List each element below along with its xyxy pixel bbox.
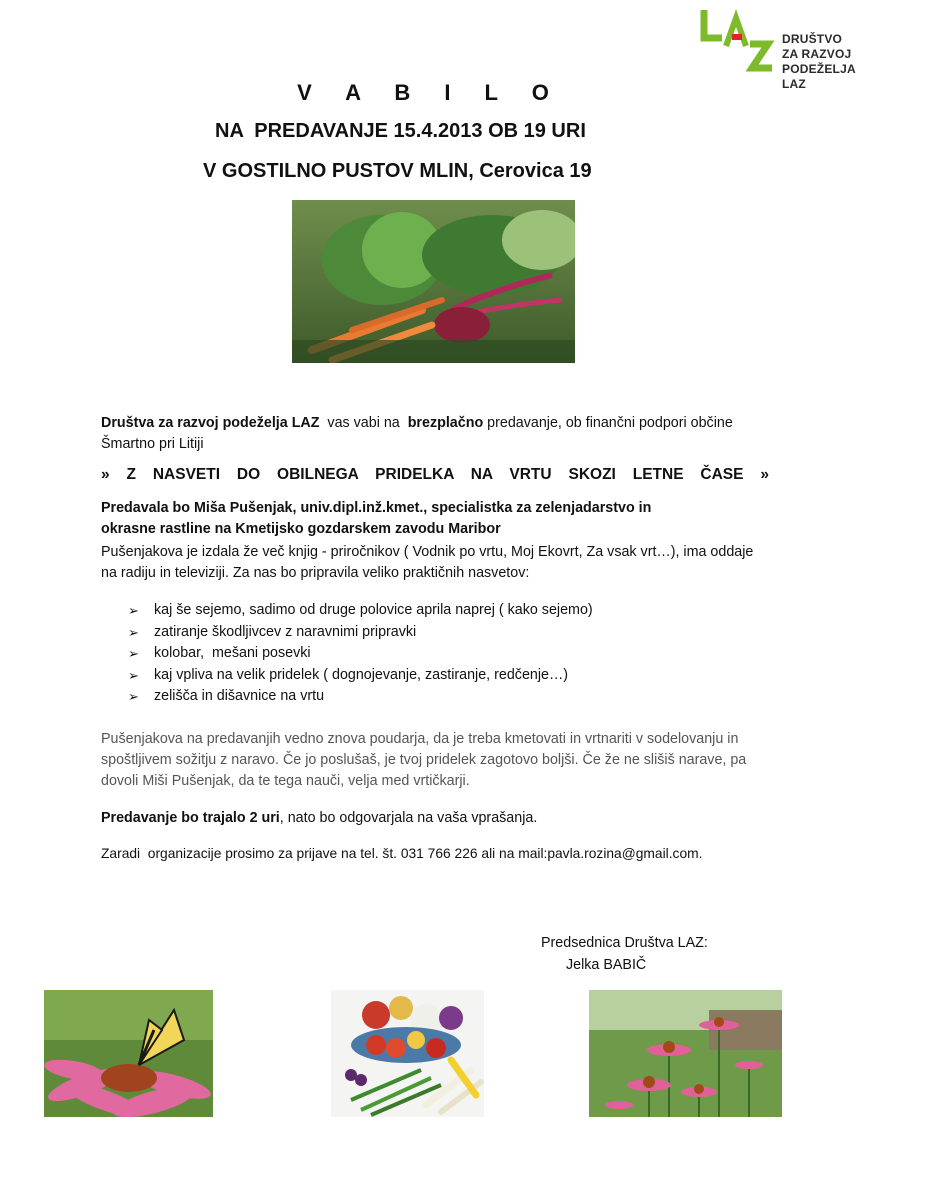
topic-text: zatiranje škodljivcev z naravnimi pripravki: [154, 623, 417, 640]
list-item: [128, 665, 593, 687]
venue-heading: V GOSTILNO PUSTOV MLIN, Cerovica 19: [203, 160, 592, 182]
contact-info: Zaradi organizacije prosimo za prijave na tel. št. 031 766 226 ali na mail:pavla.rozina@gmail.com.: [101, 846, 703, 861]
signature-name: Jelka BABIČ: [566, 957, 647, 973]
intro-paragraph: [101, 413, 769, 455]
arrow-bullet-icon: ➢: [128, 646, 139, 661]
speaker-description: Pušenjakova je izdala že več knjig - priročnikov ( Vodnik po vrtu, Moj Ekovrt, Za vsak vrt…), ima oddaje na radiju in televiziji. Za nas bo pripravila veliko praktičnih nasvetov:: [101, 544, 754, 581]
arrow-bullet-icon: ➢: [128, 667, 139, 683]
speaker-line-1: Predavala bo Miša Pušenjak, univ.dipl.inž.kmet., specialistka za zelenjadarstvo in: [101, 500, 652, 516]
org-name: Društva za razvoj podeželja LAZ: [101, 415, 320, 431]
lecture-date-heading: NA PREDAVANJE 15.4.2013 OB 19 URI: [215, 120, 586, 142]
signature-title: Predsednica Društva LAZ:: [541, 935, 708, 951]
list-item: [128, 622, 593, 644]
lecture-title: » Z NASVETI DO OBILNEGA PRIDELKA NA VRTU SKOZI LETNE ČASE »: [101, 466, 769, 483]
philosophy-paragraph: Pušenjakova na predavanjih vedno znova poudarja, da je treba kmetovati in vrtnariti v sodelovanju in spoštljivem sožitju z naravo. Če jo poslušaš, je tvoj pridelek zagotovo boljši. Če že ne slišiš narave, pa dovoli Miši Pušenjak, da te tega nauči, velja med vrtičkarji.: [101, 731, 747, 789]
duration-bold: Predavanje bo trajalo 2 uri: [101, 810, 280, 826]
logo-org-line: PODEŽELJA: [782, 62, 856, 76]
intro-text-1: vas vabi na: [319, 415, 408, 431]
list-item: [128, 643, 593, 665]
topic-text: kaj še sejemo, sadimo od druge polovice aprila naprej ( kako sejemo): [154, 602, 593, 618]
list-item: [128, 686, 593, 708]
duration-paragraph: [101, 808, 769, 829]
intro-text-2: predavanje, ob finančni podpori občine Šmartno pri Litiji: [101, 415, 733, 452]
produce-basket-photo: [331, 990, 484, 1117]
list-item: [128, 600, 593, 622]
duration-text: , nato bo odgovarjala na vaša vprašanja.: [279, 810, 538, 826]
logo-org-line: DRUŠTVO: [782, 32, 843, 46]
vegetables-photo: [292, 200, 575, 363]
free-emphasis: brezplačno: [407, 415, 484, 431]
invitation-title: V A B I L O: [297, 80, 563, 105]
arrow-bullet-icon: ➢: [128, 624, 139, 640]
topic-text: kolobar, mešani posevki: [154, 645, 311, 661]
logo-org-line: LAZ: [782, 77, 806, 91]
coneflower-garden-photo: [589, 990, 782, 1117]
speaker-line-2: okrasne rastline na Kmetijsko gozdarskem zavodu Maribor: [101, 521, 501, 537]
arrow-bullet-icon: ➢: [128, 689, 139, 704]
logo-org-line: ZA RAZVOJ: [782, 47, 852, 61]
topics-list: [128, 600, 593, 708]
arrow-bullet-icon: ➢: [128, 603, 139, 618]
butterfly-flower-photo: [44, 990, 213, 1117]
topic-text: zelišča in dišavnice na vrtu: [154, 688, 325, 704]
topic-text: kaj vpliva na velik pridelek ( dognojevanje, zastiranje, redčenje…): [154, 666, 569, 683]
